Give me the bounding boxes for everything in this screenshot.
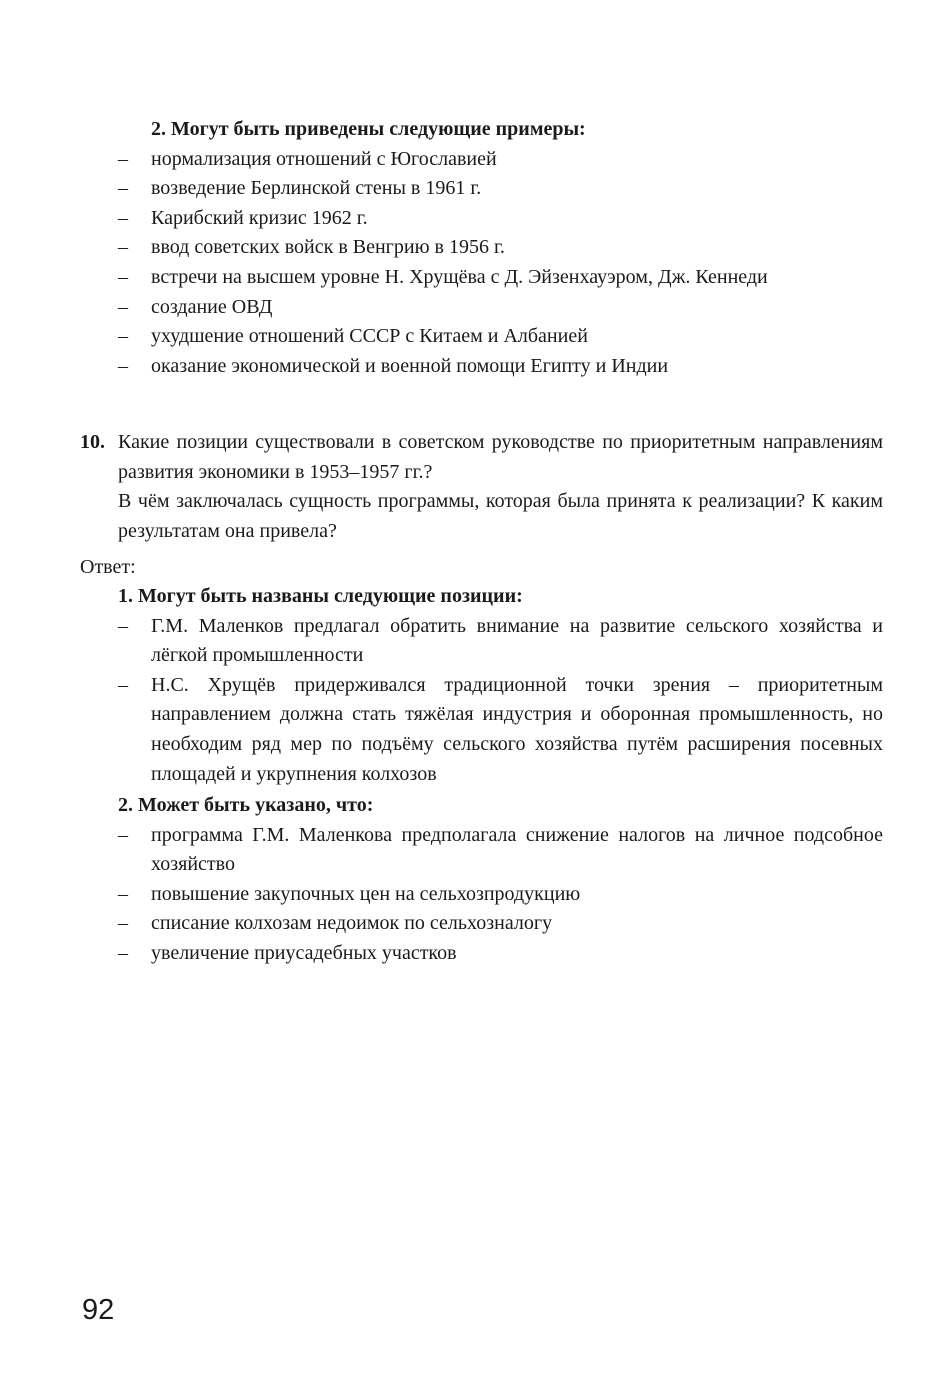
list-item-text: повышение закупочных цен на сельхозпродукцию [151, 882, 581, 905]
dash-bullet: – [118, 236, 128, 259]
page-number: 92 [82, 1294, 115, 1326]
list-item-text: Карибский кризис 1962 г. [151, 206, 368, 229]
dash-bullet: – [118, 325, 128, 348]
dash-bullet: – [118, 177, 128, 200]
list-item-text: встречи на высшем уровне Н. Хрущёва с Д. Эйзенхауэром, Дж. Кеннеди [151, 265, 768, 288]
dash-bullet: – [118, 614, 128, 637]
dash-bullet: – [118, 354, 128, 377]
list-item-text: списание колхозам недоимок по сельхозналогу [151, 912, 553, 935]
section-c [118, 791, 883, 969]
list-item-text: нормализация отношений с Югославией [151, 147, 497, 170]
list-item [118, 293, 883, 323]
list-item [118, 909, 883, 939]
question-10 [80, 428, 883, 546]
list-item-text: создание ОВД [151, 295, 273, 318]
list-item [118, 263, 883, 293]
list-item [118, 880, 883, 910]
list-item-text: программа Г.М. Маленкова предполагала снижение налогов на личное подсобное хозяйство [151, 823, 883, 876]
list-item [118, 821, 883, 880]
question-text-2: В чём заключалась сущность программы, которая была принята к реализации? К каким результатам она привела? [118, 490, 883, 542]
dash-bullet: – [118, 941, 128, 964]
section-b-heading: 1. Могут быть названы следующие позиции: [118, 585, 523, 607]
dash-bullet: – [118, 206, 128, 229]
list-item [118, 174, 883, 204]
list-item-text: возведение Берлинской стены в 1961 г. [151, 177, 482, 200]
section-a-heading: 2. Могут быть приведены следующие примеры: [151, 118, 586, 140]
dash-bullet: – [118, 147, 128, 170]
dash-bullet: – [118, 295, 128, 318]
section-c-list [118, 821, 883, 969]
section-a-list [118, 145, 883, 382]
list-item-text: оказание экономической и военной помощи Египту и Индии [151, 354, 669, 377]
list-item [118, 352, 883, 382]
section-b-list [118, 612, 883, 790]
list-item [118, 145, 883, 175]
list-item-text: увеличение приусадебных участков [151, 941, 457, 964]
question-text-1: Какие позиции существовали в советском руководстве по приоритетным направлениям развития экономики в 1953–1957 гг.? [118, 431, 883, 483]
list-item [118, 939, 883, 969]
dash-bullet: – [118, 823, 128, 846]
section-a [118, 115, 883, 381]
list-item [118, 204, 883, 234]
dash-bullet: – [118, 265, 128, 288]
question-number: 10. [80, 431, 105, 453]
dash-bullet: – [118, 673, 128, 696]
list-item [118, 322, 883, 352]
section-c-heading: 2. Может быть указано, что: [118, 794, 374, 816]
list-item [118, 671, 883, 789]
list-item [118, 233, 883, 263]
dash-bullet: – [118, 882, 128, 905]
section-b [118, 582, 883, 789]
list-item [118, 612, 883, 671]
list-item-text: ухудшение отношений СССР с Китаем и Албанией [151, 325, 588, 348]
dash-bullet: – [118, 912, 128, 935]
answer-label: Ответ: [80, 556, 136, 578]
list-item-text: Г.М. Маленков предлагал обратить внимание на развитие сельского хозяйства и лёгкой промышленности [151, 614, 883, 667]
list-item-text: ввод советских войск в Венгрию в 1956 г. [151, 236, 505, 259]
list-item-text: Н.С. Хрущёв придерживался традиционной точки зрения – приоритетным направлением должна стать тяжёлая индустрия и оборонная промышленность, но необходим ряд мер по подъёму сельского хозяйства путём расширения посевных площадей и укрупнения колхозов [151, 673, 883, 785]
